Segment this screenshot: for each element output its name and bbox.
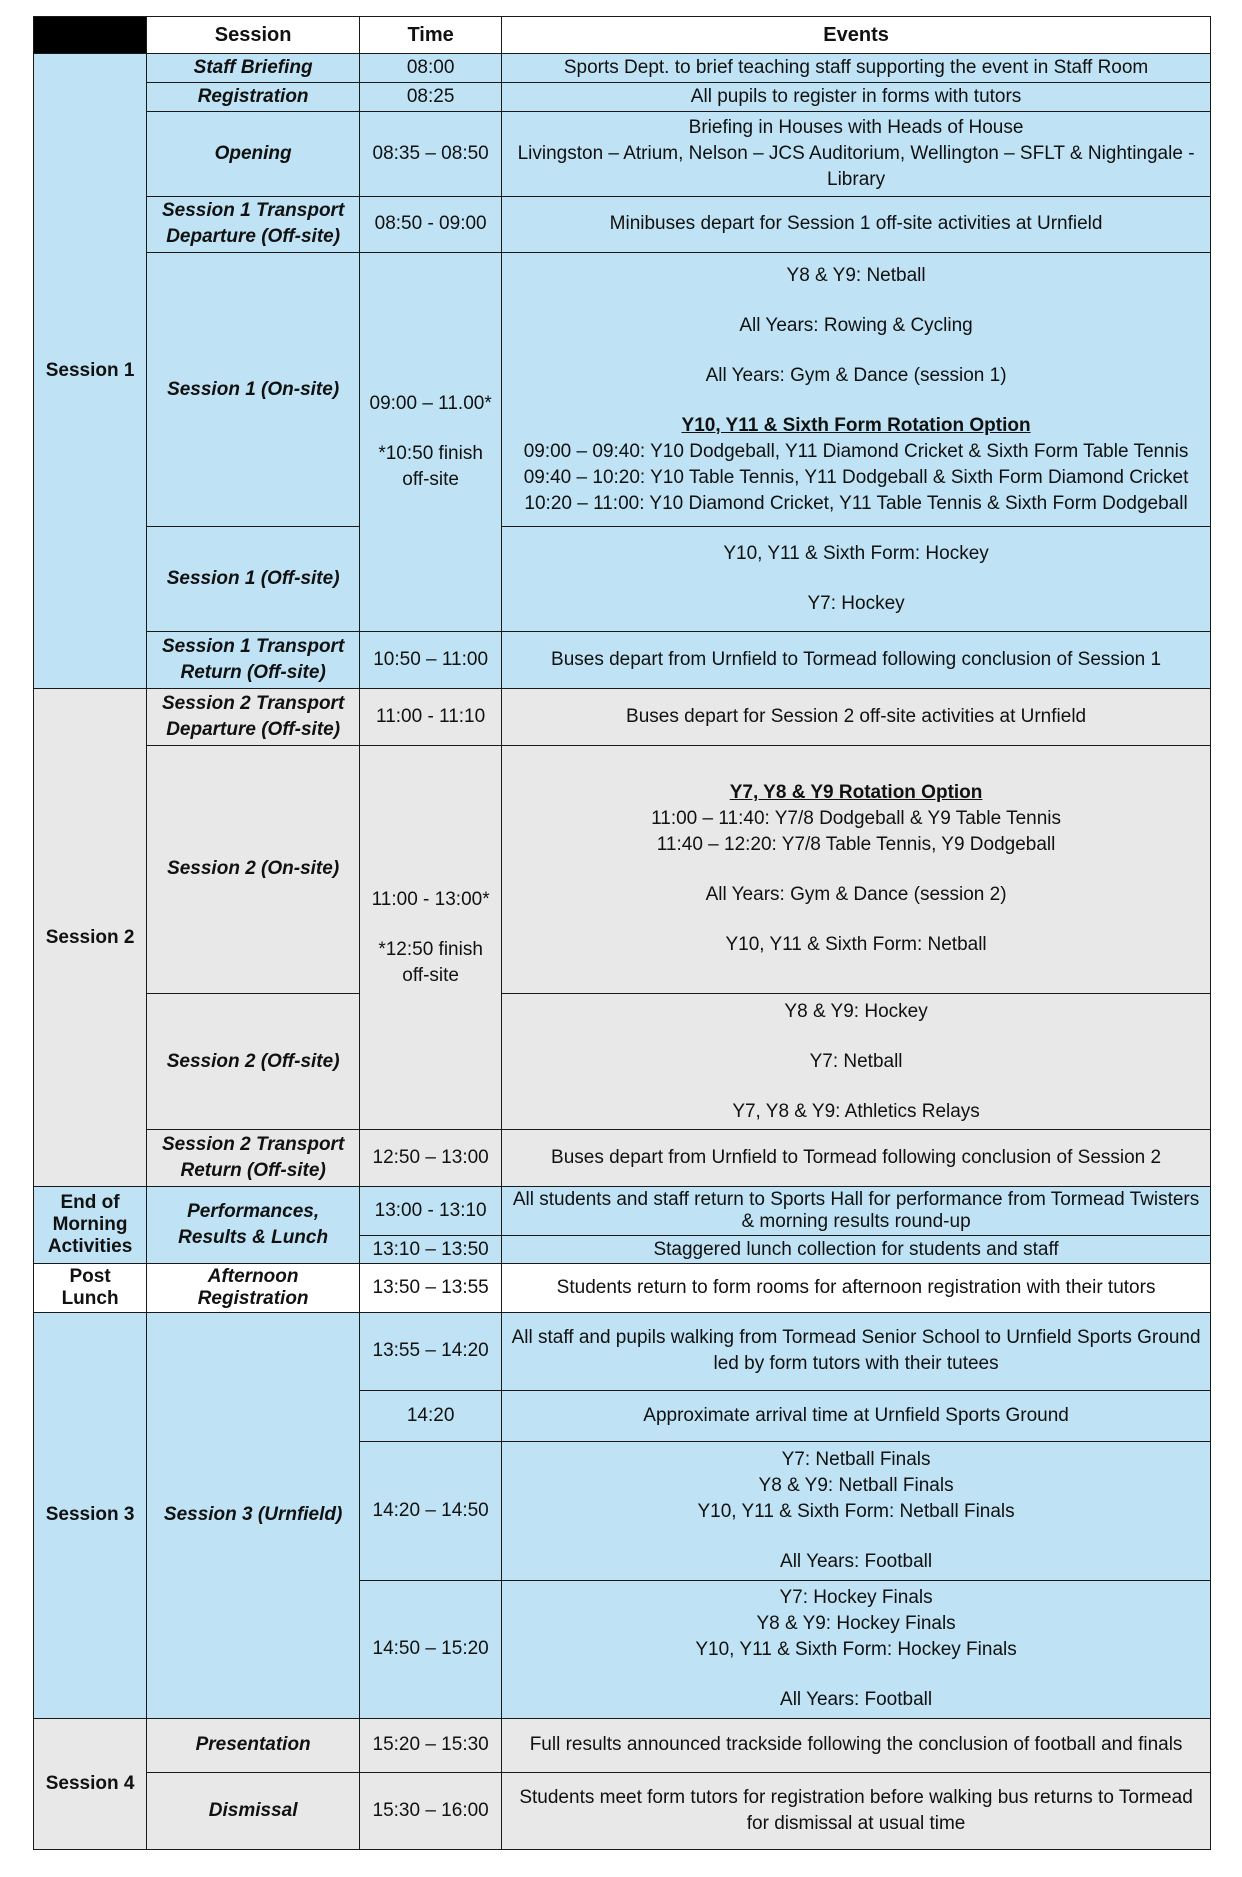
event-line: Briefing in Houses with Heads of House [688,116,1024,138]
event-line: Y7, Y8 & Y9: Athletics Relays [732,1100,980,1122]
event-afternoon-registration: Students return to form rooms for afternoon registration with their tutors [502,1264,1211,1312]
rotation-line: 11:40 – 12:20: Y7/8 Table Tennis, Y9 Dodgeball [656,834,1056,856]
table-row [34,54,1211,83]
time-s2-main [360,745,502,1130]
schedule-table [33,16,1211,1850]
sub-s1-offsite: Session 1 (Off-site) [147,526,360,631]
time-afternoon-registration: 13:50 – 13:55 [360,1264,502,1312]
sub-afternoon-registration: Afternoon Registration [147,1264,360,1312]
table-row [34,631,1211,688]
event-registration: All pupils to register in forms with tutors [502,82,1211,111]
event-s3-2: Approximate arrival time at Urnfield Sports Ground [502,1391,1211,1442]
event-opening [502,111,1211,196]
event-line: All Years: Gym & Dance (session 2) [705,884,1007,906]
time-s3-2: 14:20 [360,1391,502,1442]
table-row [34,1187,1211,1235]
time-registration: 08:25 [360,82,502,111]
event-line: Y8 & Y9: Hockey Finals [756,1613,956,1635]
event-line: All Years: Gym & Dance (session 1) [705,364,1007,386]
group-session-4: Session 4 [34,1719,147,1850]
time-s1-return: 10:50 – 11:00 [360,631,502,688]
sub-session-3: Session 3 (Urnfield) [147,1312,360,1718]
sub-s1-onsite: Session 1 (On-site) [147,253,360,526]
time-line: 09:00 – 11.00* [369,393,492,415]
table-row [34,526,1211,631]
sub-registration: Registration [147,82,360,111]
time-note: *12:50 finish off-site [378,938,483,986]
event-line: Y7: Hockey [807,592,905,614]
sub-s2-departure: Session 2 Transport Departure (Off-site) [147,688,360,745]
table-row [34,111,1211,196]
event-line: Y8 & Y9: Hockey [784,1000,928,1022]
event-line: Y8 & Y9: Netball Finals [758,1475,954,1497]
event-line: All Years: Rowing & Cycling [739,314,973,336]
rotation-line: 10:20 – 11:00: Y10 Diamond Cricket, Y11 Table Tennis & Sixth Form Dodgeball [524,492,1188,514]
sub-opening: Opening [147,111,360,196]
group-session-2: Session 2 [34,688,147,1187]
table-row [34,745,1211,994]
time-opening: 08:35 – 08:50 [360,111,502,196]
event-line: Y8 & Y9: Netball [786,264,926,286]
sub-s1-return: Session 1 Transport Return (Off-site) [147,631,360,688]
table-row [34,1264,1211,1312]
rotation-title: Y7, Y8 & Y9 Rotation Option [729,782,983,804]
event-performances-1: All students and staff return to Sports Hall for performance from Tormead Twisters & morning results round-up [502,1187,1211,1235]
table-row [34,1772,1211,1849]
sub-presentation: Presentation [147,1719,360,1773]
time-line: 11:00 - 13:00* [371,888,490,910]
event-s3-1: All staff and pupils walking from Tormead Senior School to Urnfield Sports Ground led by form tutors with their tutees [502,1312,1211,1390]
sub-dismissal: Dismissal [147,1772,360,1849]
event-line: Y10, Y11 & Sixth Form: Hockey Finals [695,1639,1017,1661]
rotation-line: 11:00 – 11:40: Y7/8 Dodgeball & Y9 Table Tennis [651,808,1061,830]
event-line: Y10, Y11 & Sixth Form: Hockey [723,542,989,564]
sub-s2-onsite: Session 2 (On-site) [147,745,360,994]
group-session-3: Session 3 [34,1312,147,1718]
event-line: Livingston – Atrium, Nelson – JCS Auditorium, Wellington – SFLT & Nightingale - Library [517,142,1195,190]
time-dismissal: 15:30 – 16:00 [360,1772,502,1849]
table-row [34,82,1211,111]
rotation-title: Y10, Y11 & Sixth Form Rotation Option [681,414,1031,436]
time-s2-departure: 11:00 - 11:10 [360,688,502,745]
table-row [34,688,1211,745]
time-s2-return: 12:50 – 13:00 [360,1130,502,1187]
corner-cell [34,17,147,54]
group-end-of-morning: End of Morning Activities [34,1187,147,1264]
event-s2-departure: Buses depart for Session 2 off-site activities at Urnfield [502,688,1211,745]
event-dismissal: Students meet form tutors for registration before walking bus returns to Tormead for dismissal at usual time [502,1772,1211,1849]
event-s2-offsite [502,994,1211,1130]
event-s3-4 [502,1580,1211,1718]
table-row [34,196,1211,253]
time-performances-1: 13:00 - 13:10 [360,1187,502,1235]
event-performances-2: Staggered lunch collection for students and staff [502,1235,1211,1264]
time-s3-1: 13:55 – 14:20 [360,1312,502,1390]
rotation-line: 09:40 – 10:20: Y10 Table Tennis, Y11 Dodgeball & Sixth Form Diamond Cricket [523,466,1189,488]
sub-staff-briefing: Staff Briefing [147,54,360,83]
event-staff-briefing: Sports Dept. to brief teaching staff supporting the event in Staff Room [502,54,1211,83]
event-line: Y10, Y11 & Sixth Form: Netball [725,934,987,956]
time-s3-4: 14:50 – 15:20 [360,1580,502,1718]
time-performances-2: 13:10 – 13:50 [360,1235,502,1264]
table-row [34,253,1211,526]
event-line: Y7: Hockey Finals [779,1587,933,1609]
event-s1-departure: Minibuses depart for Session 1 off-site activities at Urnfield [502,196,1211,253]
sub-s2-offsite: Session 2 (Off-site) [147,994,360,1130]
sub-s2-return: Session 2 Transport Return (Off-site) [147,1130,360,1187]
event-line: Y10, Y11 & Sixth Form: Netball Finals [697,1501,1015,1523]
event-line: All Years: Football [780,1551,933,1573]
event-s1-return: Buses depart from Urnfield to Tormead following conclusion of Session 1 [502,631,1211,688]
table-row [34,994,1211,1130]
group-post-lunch: Post Lunch [34,1264,147,1312]
event-presentation: Full results announced trackside following the conclusion of football and finals [502,1719,1211,1773]
event-line: Y7: Netball Finals [781,1449,931,1471]
event-line: Y7: Netball [809,1050,903,1072]
time-s1-departure: 08:50 - 09:00 [360,196,502,253]
header-row [34,17,1211,54]
event-line: All Years: Football [780,1689,933,1711]
event-s2-onsite [502,745,1211,994]
group-session-1: Session 1 [34,54,147,689]
time-staff-briefing: 08:00 [360,54,502,83]
time-s1-main [360,253,502,631]
table-row [34,1312,1211,1390]
sub-s1-departure: Session 1 Transport Departure (Off-site) [147,196,360,253]
rotation-line: 09:00 – 09:40: Y10 Dodgeball, Y11 Diamond Cricket & Sixth Form Table Tennis [523,440,1189,462]
header-time: Time [360,17,502,54]
header-events: Events [502,17,1211,54]
table-row [34,1719,1211,1773]
event-s3-3 [502,1442,1211,1580]
sub-performances: Performances, Results & Lunch [147,1187,360,1264]
time-presentation: 15:20 – 15:30 [360,1719,502,1773]
event-s1-offsite [502,526,1211,631]
header-session: Session [147,17,360,54]
event-s1-onsite [502,253,1211,526]
time-s3-3: 14:20 – 14:50 [360,1442,502,1580]
event-s2-return: Buses depart from Urnfield to Tormead following conclusion of Session 2 [502,1130,1211,1187]
time-note: *10:50 finish off-site [378,443,483,491]
table-row [34,1130,1211,1187]
